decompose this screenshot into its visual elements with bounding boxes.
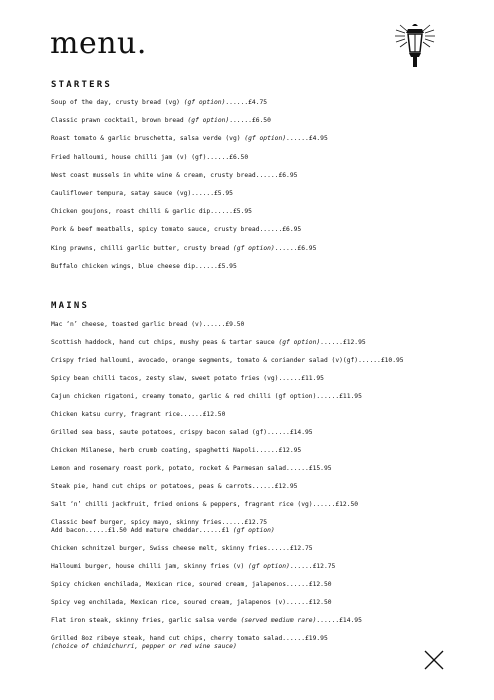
menu-item	[51, 339, 491, 347]
menu-item-text: Chicken Milanese, herb crumb coating, spaghetti Napoli......£12.95	[51, 447, 302, 454]
menu-item-price: ......£14.95	[316, 617, 362, 624]
menu-item	[51, 545, 491, 553]
mains-heading: MAINS	[51, 301, 90, 311]
menu-item	[51, 519, 491, 535]
menu-item-note: (gf option)	[232, 527, 275, 534]
menu-item-text: Steak pie, hand cut chips or potatoes, peas & carrots......£12.95	[51, 483, 298, 490]
menu-item-text: Lemon and rosemary roast pork, potato, rocket & Parmesan salad......£15.95	[51, 465, 332, 472]
menu-item	[51, 563, 491, 571]
menu-item	[51, 208, 491, 216]
menu-item-text: West coast mussels in white wine & cream, crusty bread......£6.95	[51, 171, 298, 179]
menu-item	[51, 321, 491, 329]
menu-item-text: Spicy chicken enchilada, Mexican rice, soured cream, jalapenos......£12.50	[51, 581, 332, 588]
menu-item-text: Salt ‘n’ chilli jackfruit, fried onions & peppers, fragrant rice (vg)......£12.50	[51, 501, 359, 508]
close-icon[interactable]	[424, 650, 444, 670]
menu-item-note: (gf option)	[278, 339, 321, 346]
menu-item-text: Grilled 8oz ribeye steak, hand cut chips, cherry tomato salad......£19.95	[51, 635, 328, 642]
menu-item	[51, 375, 491, 383]
menu-item	[51, 581, 491, 589]
page-title: menu.	[50, 26, 147, 61]
menu-item	[51, 357, 491, 365]
menu-item	[51, 429, 491, 437]
menu-item-price: ......£12.95	[320, 339, 366, 346]
menu-item	[51, 465, 491, 473]
menu-item	[51, 635, 491, 651]
menu-item	[51, 226, 491, 234]
menu-item	[51, 599, 491, 607]
menu-item-note: (served medium rare)	[240, 617, 317, 624]
menu-item-note: (gf option)	[187, 117, 230, 125]
menu-item-price: ......£4.75	[225, 99, 268, 106]
menu-item-addons: Add bacon......£1.50 Add mature cheddar......£1	[51, 527, 233, 534]
menu-item-price: ......£6.50	[229, 117, 271, 125]
mains-list	[51, 321, 491, 651]
menu-item-note: (gf option)	[232, 244, 275, 252]
menu-item	[51, 172, 491, 180]
menu-item-text: Crispy fried halloumi, avocado, orange segments, tomato & coriander salad (v)(gf)......£10.95	[51, 357, 404, 364]
menu-item-price: ......£6.95	[274, 244, 317, 252]
menu-item-text: Mac ‘n’ cheese, toasted garlic bread (v)......£9.50	[51, 321, 245, 328]
starters-list	[51, 99, 491, 281]
menu-item-text: Chicken katsu curry, fragrant rice......£12.50	[51, 411, 226, 418]
menu-item-text: Roast tomato & garlic bruschetta, salsa verde (vg)	[51, 135, 245, 143]
menu-item	[51, 393, 491, 401]
menu-item-text: Cauliflower tempura, satay sauce (vg)......£5.95	[51, 189, 233, 197]
menu-item-text: Scottish haddock, hand cut chips, mushy peas & tartar sauce	[51, 339, 279, 346]
menu-item-text: Pork & beef meatballs, spicy tomato sauce, crusty bread......£6.95	[51, 226, 302, 234]
menu-item-text: King prawns, chilli garlic butter, crusty bread	[51, 244, 233, 252]
menu-item-price: ......£12.75	[289, 563, 336, 570]
menu-item-text: Fried halloumi, house chilli jam (v) (gf)......£6.50	[51, 153, 249, 161]
menu-item	[51, 99, 491, 107]
starters-heading: STARTERS	[51, 80, 112, 90]
menu-item-text: Grilled sea bass, saute potatoes, crispy bacon salad (gf)......£14.95	[51, 429, 313, 436]
menu-item-note: (choice of chimichurri, pepper or red wine sauce)	[51, 643, 237, 650]
menu-item	[51, 245, 491, 253]
menu-item-text: Flat iron steak, skinny fries, garlic salsa verde	[51, 617, 241, 624]
menu-item-text: Cajun chicken rigatoni, creamy tomato, garlic & red chilli (gf option)......£11.95	[51, 393, 362, 400]
menu-item-note: (gf option)	[248, 563, 290, 570]
menu-item-text: Halloumi burger, house chilli jam, skinny fries (v)	[51, 563, 249, 570]
menu-item-text: Chicken schnitzel burger, Swiss cheese melt, skinny fries......£12.75	[51, 545, 313, 552]
menu-item	[51, 117, 491, 125]
menu-item	[51, 154, 491, 162]
lantern-icon	[390, 22, 440, 70]
menu-item-text: Buffalo chicken wings, blue cheese dip......£5.95	[51, 262, 237, 270]
menu-item-text: Classic beef burger, spicy mayo, skinny fries......£12.75	[51, 519, 268, 526]
menu-item-text: Chicken goujons, roast chilli & garlic dip......£5.95	[51, 208, 252, 216]
menu-item	[51, 190, 491, 198]
menu-item	[51, 447, 491, 455]
menu-item-text: Spicy bean chilli tacos, zesty slaw, sweet potato fries (vg)......£11.95	[51, 375, 324, 382]
menu-item-note: (gf option)	[183, 99, 226, 106]
menu-item-price: ......£4.95	[286, 135, 328, 143]
menu-item-text: Soup of the day, crusty bread (vg)	[51, 99, 184, 106]
menu-item	[51, 483, 491, 491]
menu-item	[51, 135, 491, 143]
menu-item-text: Spicy veg enchilada, Mexican rice, soured cream, jalapenos (v)......£12.50	[51, 599, 332, 606]
menu-item-extras	[51, 527, 491, 535]
menu-item-note: (gf option)	[244, 135, 287, 143]
menu-item-text: Classic prawn cocktail, brown bread	[51, 117, 188, 125]
menu-item	[51, 501, 491, 509]
menu-item	[51, 617, 491, 625]
menu-item	[51, 411, 491, 419]
menu-item	[51, 263, 491, 271]
